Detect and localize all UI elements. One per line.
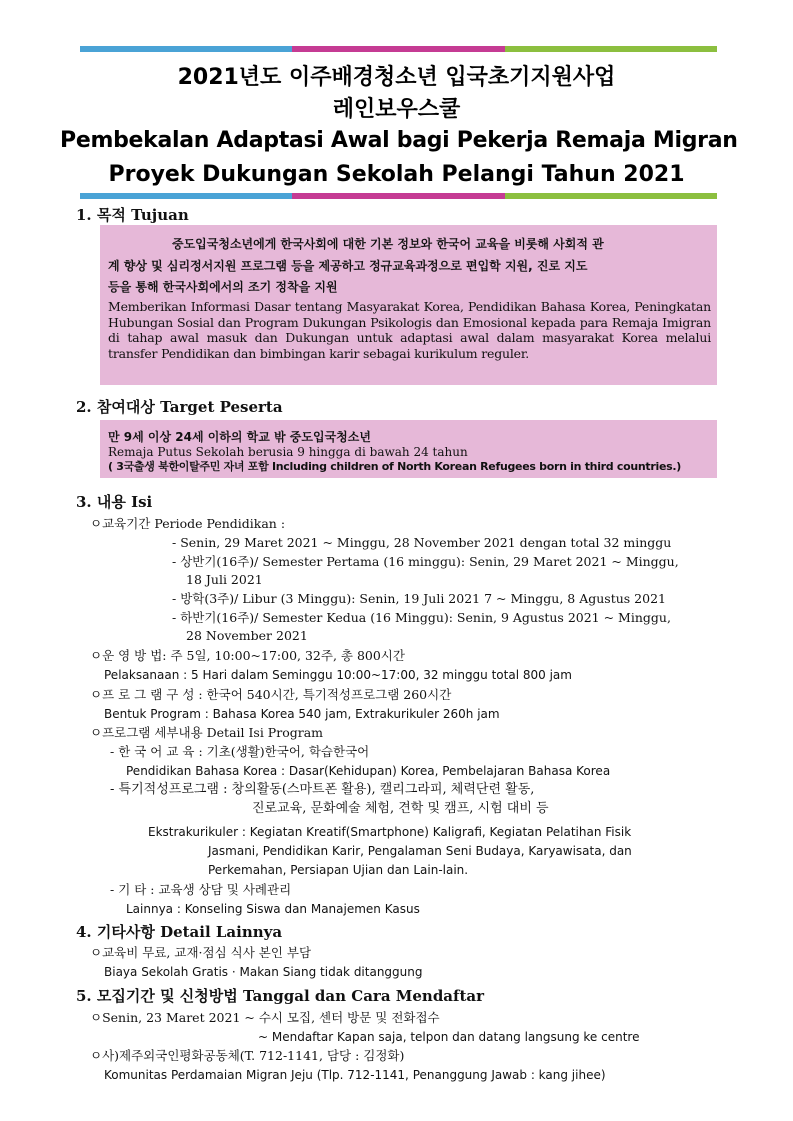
bottom-color-bar xyxy=(80,193,717,199)
program-detail-label: ㅇ프로그램 세부내용 Detail Isi Program xyxy=(90,725,324,740)
target-note: ( 3국출생 북한이탈주민 자녀 포함 Including children of North Korean Refugees born in third countries.) xyxy=(108,460,682,473)
top-color-bar xyxy=(80,46,717,52)
operation-korean: ㅇ운 영 방 법: 주 5일, 10:00~17:00, 32주, 총 800시간 xyxy=(90,648,405,663)
title-indonesian-1: Pembekalan Adaptasi Awal bagi Pekerja Remaja Migran xyxy=(60,128,738,153)
organization-korean: ㅇ사)제주외국인평화공동체(T. 712-1141, 담당 : 김정화) xyxy=(90,1048,405,1063)
purpose-korean-line-3: 등을 통해 한국사회에서의 조기 정착을 지원 xyxy=(108,280,338,294)
extracurricular-indonesian-3: Perkemahan, Persiapan Ujian dan Lain-lain. xyxy=(208,863,469,877)
extracurricular-korean-2: 진로교육, 문화예술 체험, 견학 및 캠프, 시험 대비 등 xyxy=(252,801,549,816)
section-1-heading: 1. 목적 Tujuan xyxy=(76,206,189,224)
purpose-korean-line-2: 계 향상 및 심리정서지원 프로그램 등을 제공하고 정규교육과정으로 편입학 지원, 진로 지도 xyxy=(108,259,588,273)
korean-education-korean: - 한 국 어 교 육 : 기초(생활)한국어, 학습한국어 xyxy=(110,744,370,759)
period-first-semester-end: 18 Juli 2021 xyxy=(186,572,263,587)
period-second-semester: - 하반기(16주)/ Semester Kedua (16 Minggu): Senin, 9 Agustus 2021 ~ Minggu, xyxy=(172,610,671,625)
program-form-indonesian: Bentuk Program : Bahasa Korea 540 jam, Extrakurikuler 260h jam xyxy=(104,707,500,721)
etc-indonesian: Lainnya : Konseling Siswa dan Manajemen Kasus xyxy=(126,902,420,916)
period-first-semester: - 상반기(16주)/ Semester Pertama (16 minggu): Senin, 29 Maret 2021 ~ Minggu, xyxy=(172,554,679,569)
purpose-korean-line-1: 중도입국청소년에게 한국사회에 대한 기본 정보와 한국어 교육을 비롯해 사회적 관 xyxy=(172,237,604,251)
title-korean: 2021년도 이주배경청소년 입국초기지원사업 xyxy=(177,65,616,90)
program-form-korean: ㅇ프 로 그 램 구 성 : 한국어 540시간, 특기적성프로그램 260시간 xyxy=(90,687,452,702)
section-3-heading: 3. 내용 Isi xyxy=(76,493,153,511)
fees-korean: ㅇ교육비 무료, 교재·점심 식사 본인 부담 xyxy=(90,945,312,960)
purpose-indonesian: Memberikan Informasi Dasar tentang Masyarakat Korea, Pendidikan Bahasa Korea, Peningkatan Hubungan Sosial dan Program Dukungan Psikologis dan Emosional kepada para Remaja Imigran di tahap awal masuk dan Dukungan untuk adaptasi awal dalam masyarakat Korea melalui transfer Pendidikan dan bimbingan karir sebagai kurikulum reguler. xyxy=(108,299,711,361)
section-2-heading: 2. 참여대상 Target Peserta xyxy=(76,398,283,416)
registration-korean: ㅇSenin, 23 Maret 2021 ~ 수시 모집, 센터 방문 및 전화접수 xyxy=(90,1010,440,1025)
extracurricular-indonesian-1: Ekstrakurikuler : Kegiatan Kreatif(Smartphone) Kaligrafi, Kegiatan Pelatihan Fisik xyxy=(148,825,632,839)
title-program-name: 레인보우스쿨 xyxy=(332,97,461,122)
period-holiday: - 방학(3주)/ Libur (3 Minggu): Senin, 19 Juli 2021 7 ~ Minggu, 8 Agustus 2021 xyxy=(172,591,666,606)
registration-indonesian: ~ Mendaftar Kapan saja, telpon dan datang langsung ke centre xyxy=(258,1030,640,1044)
section-5-heading: 5. 모집기간 및 신청방법 Tanggal dan Cara Mendaftar xyxy=(76,987,485,1005)
period-label: ㅇ교육기간 Periode Pendidikan : xyxy=(90,516,286,531)
fees-indonesian: Biaya Sekolah Gratis · Makan Siang tidak ditanggung xyxy=(104,965,423,979)
target-korean: 만 9세 이상 24세 이하의 학교 밖 중도입국청소년 xyxy=(108,430,371,444)
section-4-heading: 4. 기타사항 Detail Lainnya xyxy=(76,923,283,941)
extracurricular-indonesian-2: Jasmani, Pendidikan Karir, Pengalaman Seni Budaya, Karyawisata, dan xyxy=(208,844,632,858)
period-second-semester-end: 28 November 2021 xyxy=(186,628,308,643)
organization-indonesian: Komunitas Perdamaian Migran Jeju (Tlp. 712-1141, Penanggung Jawab : kang jihee) xyxy=(104,1068,606,1082)
title-indonesian-2: Proyek Dukungan Sekolah Pelangi Tahun 2021 xyxy=(108,162,685,187)
operation-indonesian: Pelaksanaan : 5 Hari dalam Seminggu 10:00~17:00, 32 minggu total 800 jam xyxy=(104,668,572,682)
etc-korean: - 기 타 : 교육생 상담 및 사례관리 xyxy=(110,882,292,897)
korean-education-indonesian: Pendidikan Bahasa Korea : Dasar(Kehidupan) Korea, Pembelajaran Bahasa Korea xyxy=(126,764,611,778)
extracurricular-korean-1: - 특기적성프로그램 : 창의활동(스마트폰 활용), 캘리그라피, 체력단련 활동, xyxy=(110,782,535,797)
period-full: - Senin, 29 Maret 2021 ~ Minggu, 28 November 2021 dengan total 32 minggu xyxy=(172,535,672,550)
target-indonesian: Remaja Putus Sekolah berusia 9 hingga di bawah 24 tahun xyxy=(108,445,468,459)
